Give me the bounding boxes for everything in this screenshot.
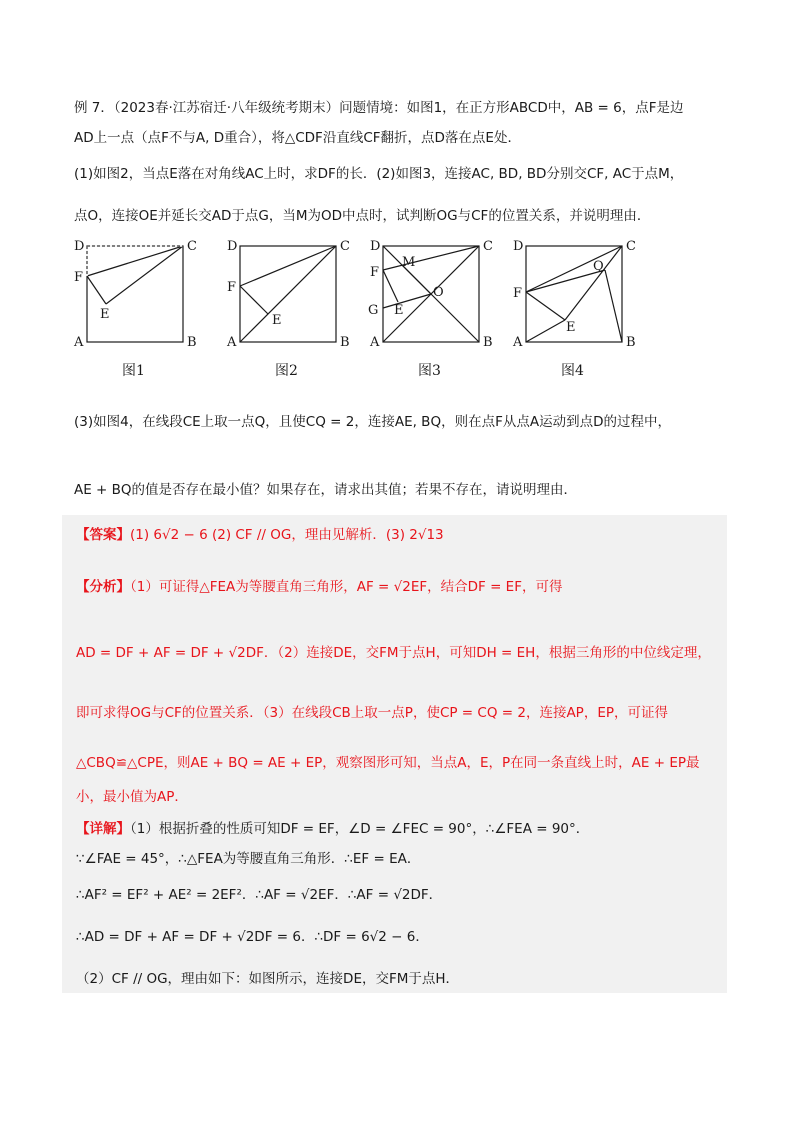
- figure-1: [70, 236, 200, 356]
- fig1-label-e: E: [100, 307, 110, 322]
- analysis-line-3: 即可求得OG与CF的位置关系．（3）在线段CB上取一点P，使CP = CQ = 2，连接AP，EP，可证得: [76, 705, 668, 721]
- detail-line-5: （2）CF // OG，理由如下：如图所示，连接DE，交FM于点H．: [76, 971, 460, 987]
- detail-line-2: ∵∠FAE = 45°，∴△FEA为等腰直角三角形．∴EF = EA．: [76, 851, 421, 867]
- analysis-line-4: △CBQ≌△CPE，则AE + BQ = AE + EP，观察图形可知，当点A，E，P在同一条直线上时，AE + EP最: [76, 755, 700, 771]
- fig2-label-b: B: [340, 335, 350, 350]
- fig3-label-c: C: [483, 239, 493, 254]
- detail-line-1: [76, 817, 589, 837]
- analysis-line-2: AD = DF + AF = DF + √2DF．（2）连接DE，交FM于点H，可知DH = EH，根据三角形的中位线定理，: [76, 645, 711, 661]
- fig4-label-d: D: [513, 239, 524, 254]
- fig4-label-e: E: [566, 320, 576, 335]
- fig1-caption: 图1: [122, 363, 145, 379]
- detail-line-4: ∴AD = DF + AF = DF + √2DF = 6．∴DF = 6√2 − 6．: [76, 929, 429, 945]
- fig1-label-f: F: [74, 270, 84, 285]
- answer-text: (1) 6√2 − 6 (2) CF // OG，理由见解析．(3) 2√13: [130, 527, 444, 543]
- fig3-label-e: E: [394, 303, 404, 318]
- figure-3: [366, 236, 496, 356]
- fig1-label-c: C: [187, 239, 197, 254]
- fig3-label-g: G: [368, 303, 379, 318]
- figure-2: [223, 236, 353, 356]
- analysis-tag: 【分析】: [76, 579, 130, 595]
- problem-line-5: (3)如图4，在线段CE上取一点Q，且使CQ = 2，连接AE, BQ，则在点F从点A运动到点D的过程中，: [74, 414, 671, 430]
- detail-text-1: （1）根据折叠的性质可知DF = EF，∠D = ∠FEC = 90°，∴∠FEA = 90°．: [130, 821, 590, 837]
- answer-panel: [62, 515, 727, 993]
- problem-line-4: 点O，连接OE并延长交AD于点G，当M为OD中点时，试判断OG与CF的位置关系，并说明理由．: [74, 208, 651, 224]
- fig4-label-c: C: [626, 239, 636, 254]
- detail-line-3: ∴AF² = EF² + AE² = 2EF²．∴AF = √2EF．∴AF = √2DF．: [76, 887, 443, 903]
- fig3-label-d: D: [370, 239, 381, 254]
- fig4-label-f: F: [513, 286, 523, 301]
- analysis-text-1: （1）可证得△FEA为等腰直角三角形，AF = √2EF，结合DF = EF，可得: [130, 579, 563, 595]
- fig2-caption: 图2: [275, 363, 298, 379]
- fig2-label-f: F: [227, 280, 237, 295]
- fig2-label-c: C: [340, 239, 350, 254]
- fig1-label-d: D: [74, 239, 85, 254]
- fig4-label-q: Q: [593, 259, 604, 274]
- problem-line-3: (1)如图2，当点E落在对角线AC上时，求DF的长．(2)如图3，连接AC, BD, BD分别交CF, AC于点M，: [74, 166, 684, 182]
- fig1-label-b: B: [187, 335, 197, 350]
- answer-line: [76, 523, 444, 543]
- analysis-line-1: [76, 575, 562, 595]
- fig2-label-d: D: [227, 239, 238, 254]
- fig1-label-a: A: [74, 335, 84, 350]
- detail-tag: 【详解】: [76, 821, 130, 837]
- fig2-label-e: E: [272, 313, 282, 328]
- problem-line-1: 例 7．（2023春·江苏宿迁·八年级统考期末）问题情境：如图1，在正方形ABCD中，AB = 6，点F是边: [74, 100, 684, 116]
- fig2-label-a: A: [227, 335, 237, 350]
- fig3-label-f: F: [370, 265, 380, 280]
- fig3-label-a: A: [370, 335, 380, 350]
- figure-4: [509, 236, 639, 356]
- fig3-label-m: M: [402, 255, 416, 270]
- fig4-label-b: B: [626, 335, 636, 350]
- analysis-line-5: 小，最小值为AP．: [76, 789, 188, 805]
- problem-line-6: AE + BQ的值是否存在最小值？如果存在，请求出其值；若果不存在，请说明理由．: [74, 482, 578, 498]
- problem-line-2: AD上一点（点F不与A, D重合），将△CDF沿直线CF翻折，点D落在点E处．: [74, 130, 521, 146]
- fig3-label-o: O: [433, 285, 444, 300]
- fig3-label-b: B: [483, 335, 493, 350]
- figure-row: [70, 236, 640, 386]
- answer-tag: 【答案】: [76, 527, 130, 543]
- fig4-label-a: A: [513, 335, 523, 350]
- fig4-caption: 图4: [561, 363, 584, 379]
- fig3-caption: 图3: [418, 363, 441, 379]
